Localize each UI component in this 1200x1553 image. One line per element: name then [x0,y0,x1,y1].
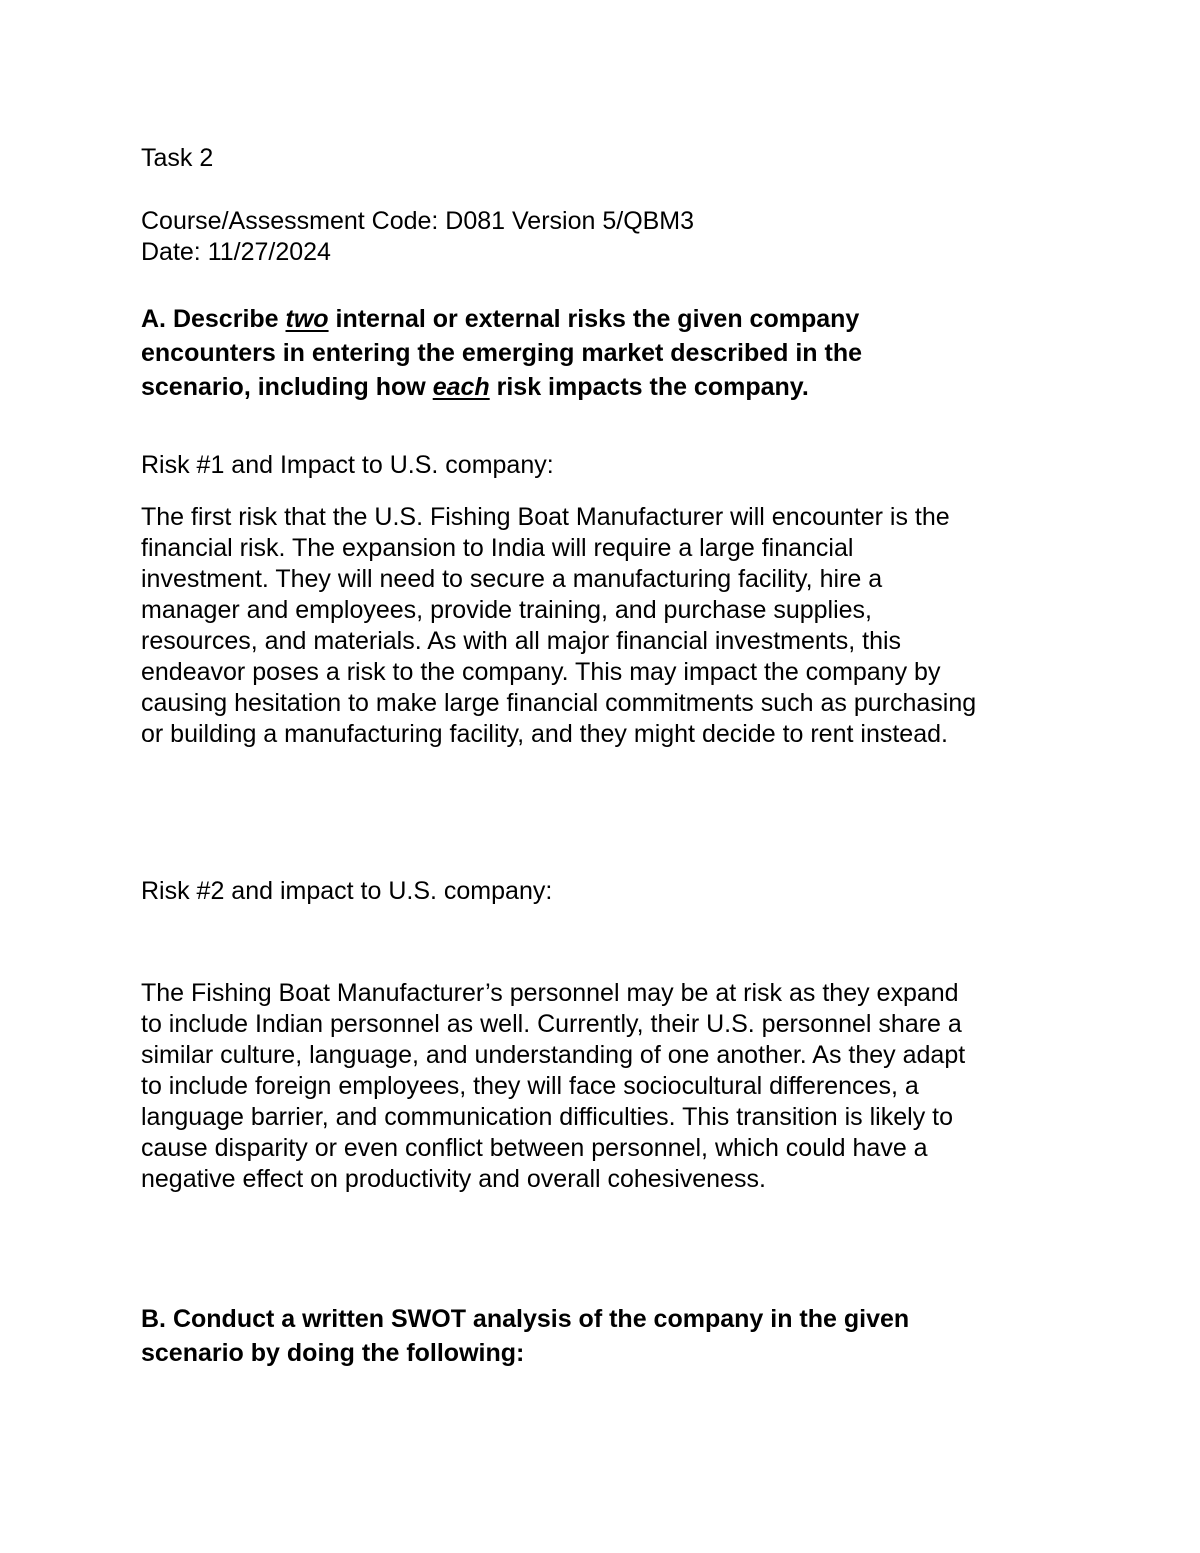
paragraph-line: manager and employees, provide training, and purchase supplies, [141,596,873,624]
paragraph-line: The Fishing Boat Manufacturer’s personnel may be at risk as they expand [141,979,959,1007]
heading-emphasis-two: two [285,305,329,333]
paragraph-line: cause disparity or even conflict between personnel, which could have a [141,1134,928,1162]
section-a-heading-line-3 [141,370,1071,404]
task-label-text: Task 2 [141,144,214,172]
section-b-heading-line-2: scenario by doing the following: [141,1339,525,1367]
section-b-heading [141,1302,1071,1370]
task-label [141,143,1071,174]
paragraph-line: to include foreign employees, they will face sociocultural differences, a [141,1072,919,1100]
heading-text: scenario, including how [141,373,433,401]
paragraph-line: resources, and materials. As with all major financial investments, this [141,627,902,655]
risk-1-paragraph [141,502,1071,750]
risk-1-label-text: Risk #1 and Impact to U.S. company: [141,451,554,479]
paragraph-line: investment. They will need to secure a manufacturing facility, hire a [141,565,883,593]
paragraph-line: language barrier, and communication difficulties. This transition is likely to [141,1103,953,1131]
section-a-heading-line-1 [141,302,1071,336]
paragraph-line: to include Indian personnel as well. Currently, their U.S. personnel share a [141,1010,962,1038]
course-code: Course/Assessment Code: D081 Version 5/QBM3 [141,207,695,235]
paragraph-line: or building a manufacturing facility, and they might decide to rent instead. [141,720,948,748]
heading-text: internal or external risks the given company [328,305,860,333]
heading-text: risk impacts the company. [489,373,809,401]
heading-emphasis-each: each [432,373,490,401]
paragraph-line: causing hesitation to make large financial commitments such as purchasing [141,689,977,717]
document-date: Date: 11/27/2024 [141,238,331,266]
paragraph-line: similar culture, language, and understanding of one another. As they adapt [141,1041,966,1069]
heading-text: A. Describe [141,305,286,333]
section-a-heading [141,302,1071,404]
risk-2-label-text: Risk #2 and impact to U.S. company: [141,877,553,905]
paragraph-line: The first risk that the U.S. Fishing Boat Manufacturer will encounter is the [141,503,950,531]
risk-1-label [141,450,1071,481]
section-b-heading-line-1: B. Conduct a written SWOT analysis of the company in the given [141,1305,910,1333]
course-info [141,206,1071,268]
risk-2-paragraph [141,978,1071,1195]
paragraph-line: endeavor poses a risk to the company. This may impact the company by [141,658,941,686]
section-a-heading-line-2: encounters in entering the emerging market described in the [141,339,862,367]
paragraph-line: negative effect on productivity and overall cohesiveness. [141,1165,766,1193]
risk-2-label [141,876,1071,907]
paragraph-line: financial risk. The expansion to India will require a large financial [141,534,854,562]
